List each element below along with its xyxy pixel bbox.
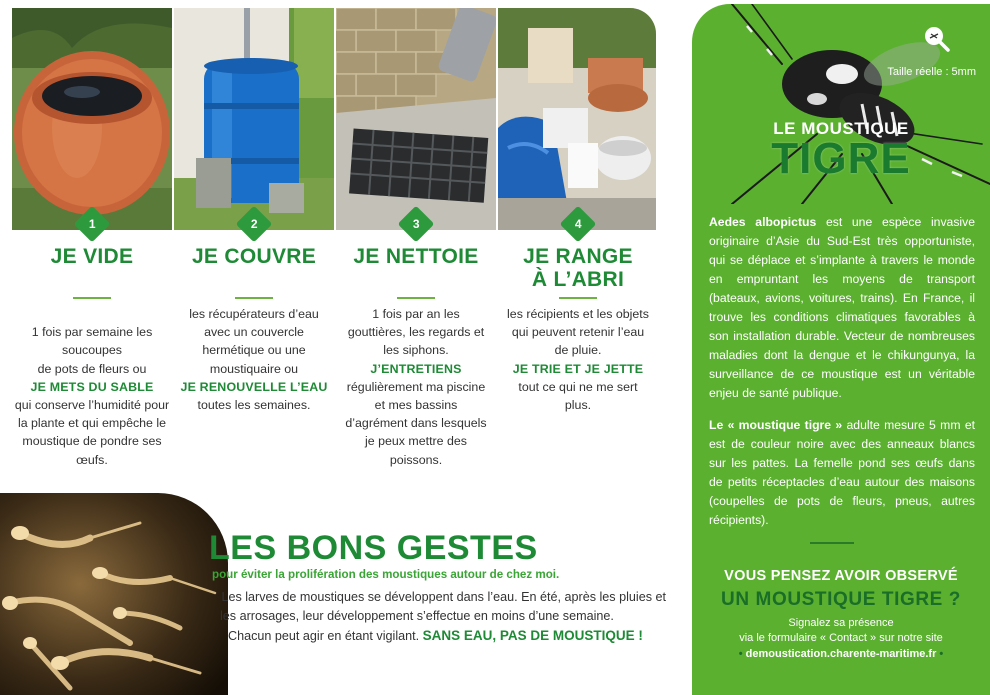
photo-terracotta-pot [12, 8, 172, 230]
bons-gestes-line-1: Les larves de moustiques se développent dans l’eau. En été, après les pluies et [221, 590, 666, 604]
website-link[interactable]: demoustication.charente-maritime.fr [745, 648, 937, 660]
magnifier-icon [924, 26, 950, 52]
step-2-title: JE COUVRE [191, 245, 317, 268]
step-4-title: JE RANGE À L’ABRI [523, 245, 633, 291]
step-1-divider [73, 297, 111, 299]
step-1-text: 1 fois par semaine les soucoupes de pots de fleurs ou JE METS DU SABLE qui conserve l’humidité pour la plante et qui empêche le moustique de pondre ses œufs. [14, 325, 170, 467]
panel-paragraph-2: Le « moustique tigre » adulte mesure 5 mm et est de couleur noire avec des anneaux blancs sur les pattes. La femelle pond ses œufs dans de petits réceptacles d’eau autour des maisons (coupelles de pots de fleurs, pneus, autres récipients). [709, 418, 975, 527]
bons-gestes-title: LES BONS GESTES [209, 529, 538, 567]
step-3-text: 1 fois par an les gouttières, les regards et les siphons. J’ENTRETIENS régulièrement ma piscine et mes bassins d’agrément dans lesquels je peux mettre des poissons. [345, 307, 487, 467]
panel-title-top: LE MOUSTIQUE [773, 119, 909, 138]
report-instruction-1: Signalez sa présence [788, 617, 894, 629]
panel-question-line-1: VOUS PENSEZ AVOIR OBSERVÉ [724, 568, 958, 584]
bons-gestes-subtitle: pour éviter la prolifération des moustiques autour de chez moi. [212, 568, 560, 581]
panel-question-line-2: UN MOUSTIQUE TIGRE ? [721, 589, 961, 610]
step-1-title: JE VIDE [50, 245, 134, 268]
report-instruction-2: via le formulaire « Contact » sur notre site [739, 632, 943, 644]
step-3-badge: 3 [398, 206, 435, 243]
bons-gestes-line-2: les arrosages, leur développement s’effectue en moins d’une semaine. [220, 609, 614, 623]
step-2-text: les récupérateurs d’eau avec un couvercle hermétique ou une moustiquaire ou JE RENOUVELLE L’EAU toutes les semaines. [180, 307, 328, 413]
photo-blue-barrel [174, 8, 334, 230]
photo-mosquito-larvae [0, 493, 228, 695]
bons-gestes-line-3: Chacun peut agir en étant vigilant. SANS EAU, PAS DE MOUSTIQUE ! [228, 628, 643, 643]
size-label: Taille réelle : 5mm [887, 66, 976, 78]
step-2-badge: 2 [236, 206, 273, 243]
photo-drain-grate [336, 8, 496, 230]
tiger-mosquito-panel [692, 4, 990, 695]
photo-stored-objects [498, 8, 656, 230]
step-3-title: JE NETTOIE [353, 245, 479, 268]
step-1-badge: 1 [74, 206, 111, 243]
panel-title-big: TIGRE [771, 134, 911, 183]
step-4-text: les récipients et les objets qui peuvent retenir l’eau de pluie. JE TRIE ET JE JETTE tout ce qui ne me sert plus. [507, 307, 649, 413]
bons-gestes-slogan: SANS EAU, PAS DE MOUSTIQUE ! [422, 628, 643, 643]
step-4-divider [559, 297, 597, 299]
panel-paragraph-1: Aedes albopictus est une espèce invasive originaire d’Asie du Sud-Est très opportuniste, qui se déplace et s’implante à travers le monde en empruntant les moyens de transport (bateaux, avions, voitures, trains). En France, il trouve les conditions climatiques favorables à son installation durable. Vecteur de nombreuses maladies dont la dengue et le chikungunya, la surveillance de ce moustique est un véritable enjeu de santé publique. [709, 215, 975, 400]
step-3-divider [397, 297, 435, 299]
step-4-badge: 4 [560, 206, 597, 243]
step-2-divider [235, 297, 273, 299]
bons-gestes-text [216, 588, 666, 646]
panel-divider [810, 542, 854, 544]
website-line: • demoustication.charente-maritime.fr • [738, 648, 944, 660]
